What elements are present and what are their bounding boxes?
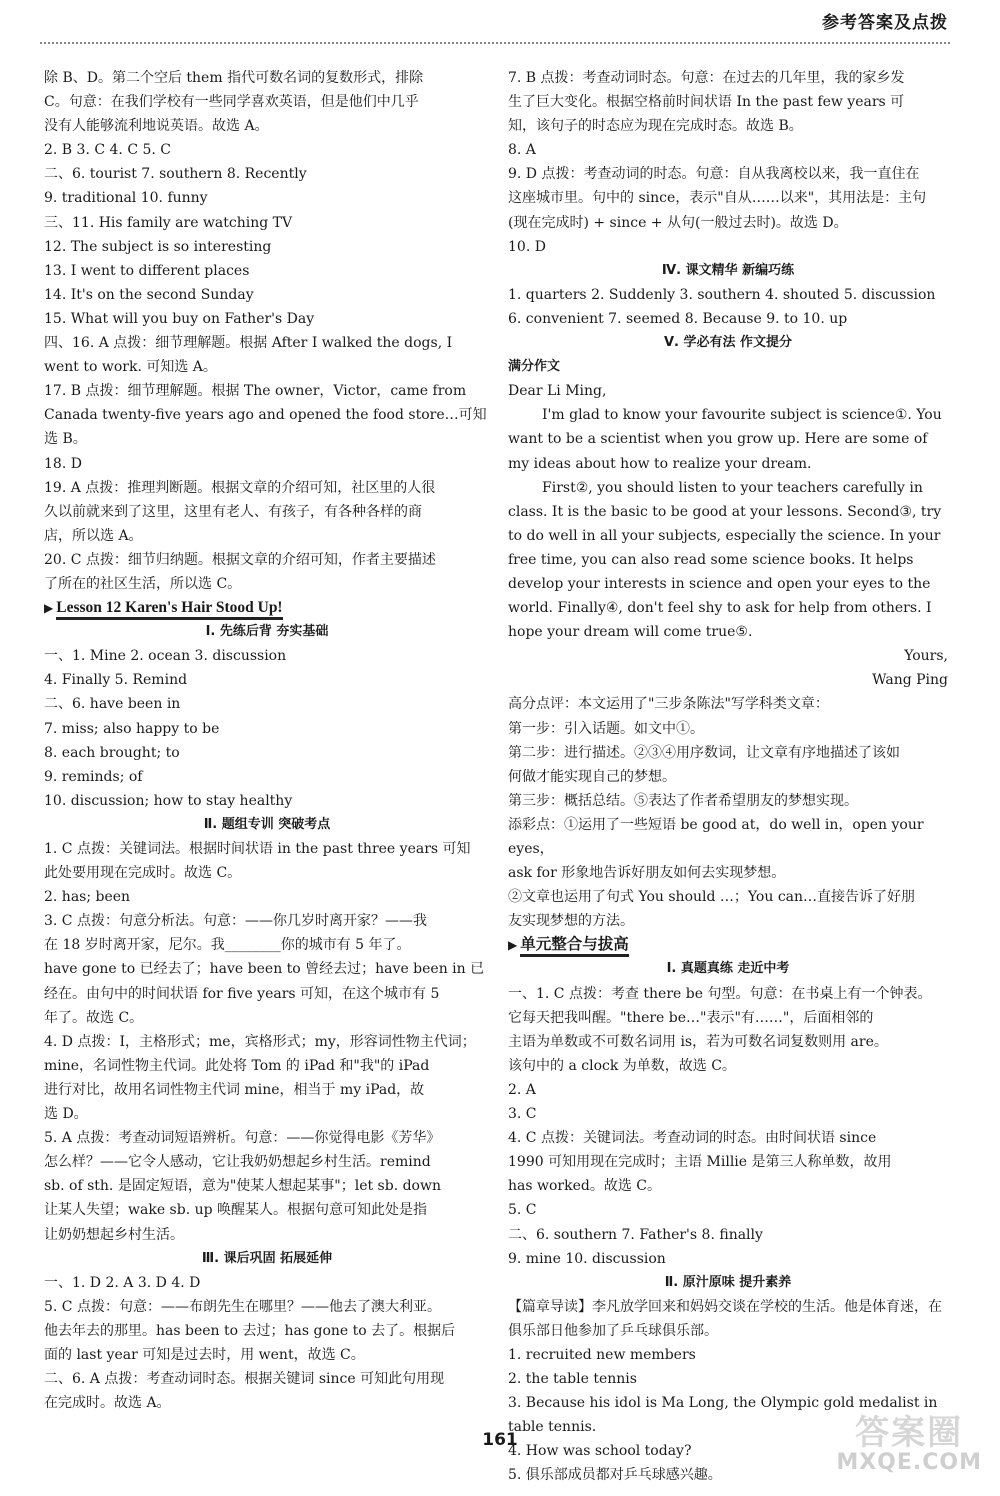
answer-line: 他去年去的那里。has been to 去过；has gone to 去了。根据后 (44, 1322, 456, 1339)
answer-line: ask for 形象地告诉好朋友如何去实现梦想。 (508, 865, 786, 882)
lesson-title (44, 596, 490, 620)
answer-line: 1. recruited new members (508, 1346, 696, 1363)
answer-line: 2. the table tennis (508, 1371, 637, 1388)
answer-line: mine，名词性物主代词。此处将 Tom 的 iPad 和"我"的 iPad (44, 1057, 430, 1074)
answer-line: 1. C 点拨：关键词法。根据时间状语 in the past three years 可知 (44, 841, 471, 857)
header-dotted-rule (40, 42, 950, 44)
essay-greeting: Dear Li Ming, (508, 383, 607, 400)
answer-line: 3. Because his idol is Ma Long, the Olympic gold medalist in table tennis. (508, 1395, 938, 1436)
answer-line: 2. has; been (44, 889, 131, 906)
answer-line: 主语为单数或不可数名词用 is，若为可数名词复数则用 are。 (508, 1033, 888, 1050)
answer-line: 9. reminds; of (44, 768, 143, 785)
answer-line: 久以前就来到了这里，这里有老人、有孩子，有各种各样的商 (44, 503, 422, 520)
section-heading-5: Ⅴ. 学必有法 作文提分 (663, 335, 793, 351)
section-heading-2: Ⅱ. 题组专训 突破考点 (203, 816, 331, 832)
answer-line: 6. convenient 7. seemed 8. Because 9. to 10. up (508, 310, 848, 327)
answer-line: 【篇章导读】李凡放学回来和妈妈交谈在学校的生活。他是体育迷，在俱乐部日他参加了乒乓球俱乐部。 (508, 1298, 942, 1339)
answer-line: 2. B 3. C 4. C 5. C (44, 142, 172, 159)
answer-line: 9. traditional 10. funny (44, 190, 208, 207)
answer-line: 经在。由句中的时间状语 for five years 可知，在这个城市有 5 (44, 985, 440, 1002)
section3-answers (44, 1271, 490, 1416)
answer-line: 4. How was school today? (508, 1443, 692, 1460)
section-heading-6: Ⅰ. 真题真练 走近中考 (666, 961, 790, 977)
essay-comment (508, 692, 948, 933)
lesson-title-text: Lesson 12 Karen's Hair Stood Up! (56, 599, 282, 620)
answer-line: 5. C (508, 1202, 537, 1219)
answer-line: 怎么样？——它令人感动，它让我奶奶想起乡村生活。remind (44, 1154, 431, 1171)
answer-line: (现在完成时) + since + 从句(一般过去时)。故选 D。 (508, 214, 848, 231)
answer-line: 让奶奶想起乡村生活。 (44, 1226, 184, 1243)
answer-line: went to work. 可知选 A。 (44, 359, 217, 376)
answer-line: 13. I went to different places (44, 262, 250, 279)
answer-line: Canada twenty-five years ago and opened the food store…可知 (44, 407, 487, 424)
answer-line: 高分点评：本文运用了"三步条陈法"写学科类文章： (508, 696, 829, 713)
answer-line: 该句中的 a clock 为单数，故选 C。 (508, 1057, 736, 1074)
answer-line: 第三步：概括总结。⑤表达了作者希望朋友的梦想实现。 (508, 792, 858, 809)
answer-line: 15. What will you buy on Father's Day (44, 310, 315, 327)
answer-line: 二、6. southern 7. Father's 8. finally (508, 1226, 763, 1243)
answer-line: 一、1. Mine 2. ocean 3. discussion (44, 648, 287, 665)
answer-line: 1. quarters 2. Suddenly 3. southern 4. shouted 5. discussion (508, 286, 936, 303)
answer-line: 第一步：引入话题。如文中①。 (508, 720, 704, 737)
watermark-main: 答案圈 (855, 1413, 964, 1453)
answer-line: 4. C 点拨：关键词法。考查动词的时态。由时间状语 since (508, 1130, 877, 1147)
essay-paragraph: I'm glad to know your favourite subject is science①. You want to be a scientist when you grow up. Here are some of my ideas about how to realize your dream. (508, 407, 942, 472)
answer-line: 12. The subject is so interesting (44, 238, 272, 255)
answer-line: 8. A (508, 142, 536, 159)
section-heading-3: Ⅲ. 课后巩固 拓展延伸 (201, 1250, 333, 1266)
answer-line: 店，所以选 A。 (44, 527, 143, 544)
answer-line: 17. B 点拨：细节理解题。根据 The owner，Victor，came from (44, 383, 467, 400)
answer-line: ②文章也运用了句式 You should …；You can…直接告诉了好朋 (508, 889, 916, 906)
answer-line: 二、6. A 点拨：考查动词时态。根据关键词 since 可知此句用现 (44, 1371, 445, 1388)
answer-line: 3. C (508, 1106, 537, 1123)
answer-line: 18. D (44, 455, 82, 472)
watermark-logo (836, 1413, 982, 1478)
triangle-icon: ▶ (44, 601, 54, 616)
essay-label: 满分作文 (508, 359, 561, 375)
unit-title-text: 单元整合与拔高 (520, 936, 629, 957)
answer-line: 四、16. A 点拨：细节理解题。根据 After I walked the dogs, I (44, 335, 453, 352)
answer-line: has worked。故选 C。 (508, 1178, 661, 1195)
section2-answers (44, 837, 490, 1247)
answer-line: C。句意：在我们学校有一些同学喜欢英语，但是他们中几乎 (44, 94, 419, 111)
answer-line: 19. A 点拨：推理判断题。根据文章的介绍可知，社区里的人很 (44, 479, 436, 496)
answer-line: 生了巨大变化。根据空格前时间状语 In the past few years 可 (508, 94, 905, 111)
left-column (44, 66, 490, 1415)
answer-line: 9. D 点拨：考查动词的时态。句意：自从我离校以来，我一直住在 (508, 166, 920, 183)
answer-line: 三、11. His family are watching TV (44, 214, 293, 231)
answer-line: sb. of sth. 是固定短语，意为"使某人想起某事"；let sb. down (44, 1178, 441, 1195)
section6-answers (508, 982, 948, 1271)
section4-answers (508, 283, 948, 331)
answer-line: 一、1. D 2. A 3. D 4. D (44, 1274, 201, 1291)
unit-title (508, 933, 948, 957)
left-top-answers (44, 66, 490, 596)
section-heading-1: Ⅰ. 先练后背 夯实基础 (205, 624, 329, 640)
answer-line: 进行对比，故用名词性物主代词 mine，相当于 my iPad，故 (44, 1081, 425, 1098)
answer-line: 此处要用现在完成时。故选 C。 (44, 865, 242, 882)
page-number: 161 (482, 1430, 518, 1450)
answer-line: 选 D。 (44, 1106, 88, 1123)
answer-line: 7. B 点拨：考查动词时态。句意：在过去的几年里，我的家乡发 (508, 70, 905, 86)
essay-signature: Wang Ping (872, 672, 948, 689)
answer-line: 20. C 点拨：细节归纳题。根据文章的介绍可知，作者主要描述 (44, 551, 436, 568)
watermark-url: MXQE.COM (836, 1450, 982, 1475)
answer-line: 友实现梦想的方法。 (508, 913, 634, 930)
answer-line: 让某人失望；wake sb. up 唤醒某人。根据句意可知此处是指 (44, 1202, 428, 1219)
answer-line: 二、6. have been in (44, 696, 181, 713)
triangle-icon: ▶ (508, 938, 518, 953)
answer-line: 5. C 点拨：句意：——布朗先生在哪里？——他去了澳大利亚。 (44, 1298, 441, 1315)
answer-line: 8. each brought; to (44, 744, 180, 761)
answer-line: 面的 last year 可知是过去时，用 went，故选 C。 (44, 1346, 365, 1363)
answer-line: 它每天把我叫醒。"there be…"表示"有……"，后面相邻的 (508, 1009, 874, 1026)
answer-line: 9. mine 10. discussion (508, 1250, 666, 1267)
section-heading-4: Ⅳ. 课文精华 新编巧练 (661, 262, 795, 278)
answer-line: 年了。故选 C。 (44, 1009, 144, 1026)
answer-line: have gone to 已经去了；have been to 曾经去过；have been in 已 (44, 961, 485, 978)
answer-line: 除 B、D。第二个空后 them 指代可数名词的复数形式，排除 (44, 70, 424, 86)
right-top-answers (508, 66, 948, 259)
answer-line: 何做才能实现自己的梦想。 (508, 768, 676, 785)
answer-line: 了所在的社区生活，所以选 C。 (44, 575, 242, 592)
answer-line: 3. C 点拨：句意分析法。句意：——你几岁时离开家？——我 (44, 913, 427, 930)
essay-paragraph: First②, you should listen to your teachers carefully in class. It is the basic to be good at your lessons. Second③, try to do well in all your subjects, especially the science. In your free time, you can also read some science books. It helps develop your interests in science and open your eyes to the world. Finally④, don't feel shy to ask for help from others. I hope your dream will come true⑤. (508, 479, 942, 641)
answer-line: 2. A (508, 1081, 536, 1098)
answer-line: 二、6. tourist 7. southern 8. Recently (44, 166, 307, 183)
answer-line: 10. discussion; how to stay healthy (44, 792, 293, 809)
section-heading-7: Ⅱ. 原汁原味 提升素养 (664, 1274, 792, 1290)
answer-line: 7. miss; also happy to be (44, 720, 220, 737)
answer-line: 4. Finally 5. Remind (44, 672, 188, 689)
section1-answers (44, 644, 490, 813)
answer-line: 添彩点：①运用了一些短语 be good at，do well in，open your eyes， (508, 816, 924, 857)
answer-line: 一、1. C 点拨：考查 there be 句型。句意：在书桌上有一个钟表。 (508, 985, 932, 1002)
answer-line: 5. A 点拨：考查动词短语辨析。句意：——你觉得电影《芳华》 (44, 1130, 441, 1147)
answer-line: 5. 俱乐部成员都对乒乓球感兴趣。 (508, 1467, 722, 1484)
answer-line: 在 18 岁时离开家，尼尔。我________你的城市有 5 年了。 (44, 937, 411, 954)
answer-line: 选 B。 (44, 431, 87, 448)
answer-line: 没有人能够流利地说英语。故选 A。 (44, 118, 269, 135)
essay-closing: Yours, (904, 648, 948, 665)
answer-line: 4. D 点拨：I，主格形式；me，宾格形式；my，形容词性物主代词； (44, 1033, 476, 1050)
answer-line: 在完成时。故选 A。 (44, 1395, 171, 1412)
right-column (508, 66, 948, 1488)
answer-line: 第二步：进行描述。②③④用序数词，让文章有序地描述了该如 (508, 744, 900, 761)
page-header-title: 参考答案及点拨 (822, 13, 948, 33)
answer-line: 知，该句子的时态应为现在完成时态。故选 B。 (508, 118, 803, 135)
answer-line: 这座城市里。句中的 since，表示"自从……以来"，其用法是：主句 (508, 190, 927, 207)
answer-line: 14. It's on the second Sunday (44, 286, 254, 303)
answer-line: 10. D (508, 238, 546, 255)
answer-line: 1990 可知用现在完成时；主语 Millie 是第三人称单数，故用 (508, 1154, 892, 1171)
